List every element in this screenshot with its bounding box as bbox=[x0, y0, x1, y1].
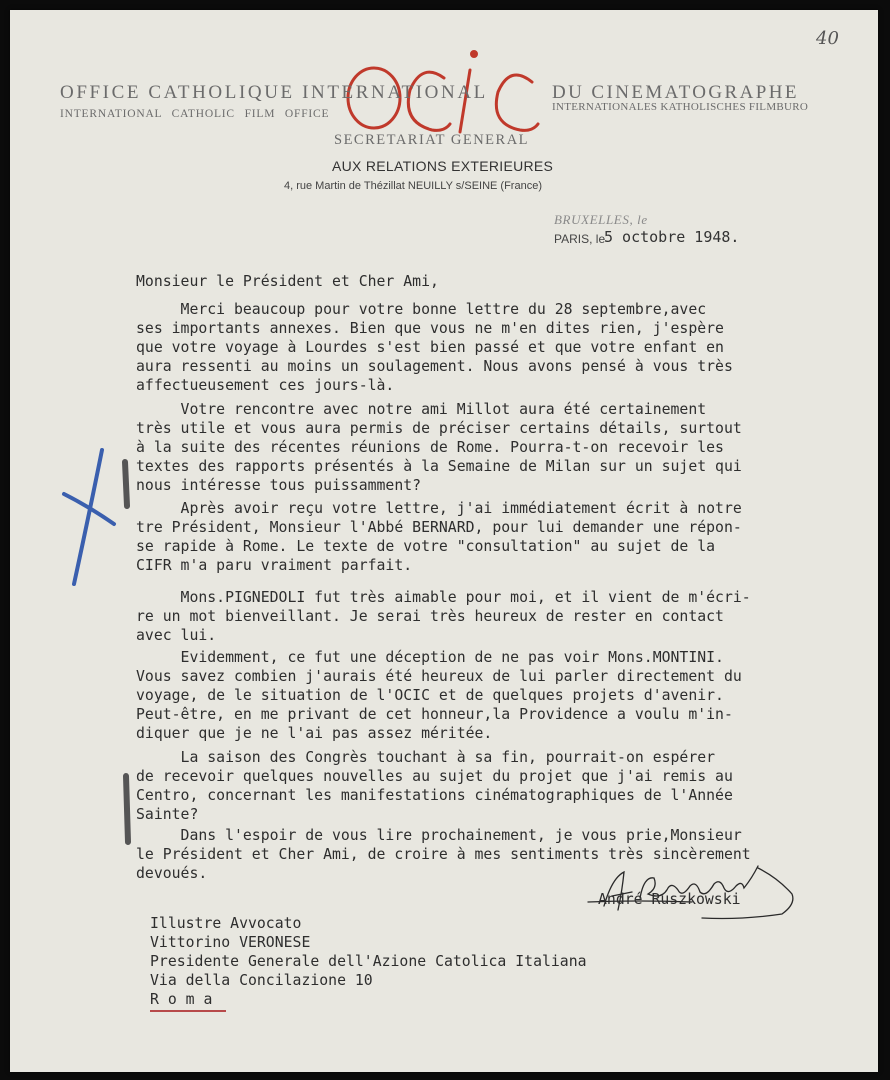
text-line: Sainte? bbox=[136, 806, 199, 823]
recipient-line: Vittorino VERONESE bbox=[150, 934, 311, 951]
text-line: textes des rapports présentés à la Semaine de Milan sur un sujet qui bbox=[136, 458, 742, 475]
margin-marks bbox=[10, 10, 878, 1072]
blue-cross-mark bbox=[74, 450, 102, 584]
text-line: diquer que je ne l'ai pas assez méritée. bbox=[136, 725, 493, 742]
text-line: de recevoir quelques nouvelles au sujet du projet que j'ai remis au bbox=[136, 768, 733, 785]
text-line: tre Président, Monsieur l'Abbé BERNARD, pour lui demander une répon- bbox=[136, 519, 742, 536]
dateline-alt-city: BRUXELLES, le bbox=[554, 212, 648, 227]
letterhead-title-left: OFFICE CATHOLIQUE INTERNATIONAL bbox=[60, 82, 488, 103]
letterhead-address: 4, rue Martin de Thézillat NEUILLY s/SEINE (France) bbox=[284, 180, 542, 192]
letterhead-department: AUX RELATIONS EXTERIEURES bbox=[332, 158, 554, 174]
letterhead-english: INTERNATIONAL CATHOLIC FILM OFFICE bbox=[60, 108, 330, 120]
pencil-bar-mark bbox=[125, 462, 127, 506]
text-line: Centro, concernant les manifestations cinématographiques de l'Année bbox=[136, 787, 733, 804]
text-line: Peut-être, en me privant de cet honneur,la Providence a voulu m'in- bbox=[136, 706, 733, 723]
page-number: 40 bbox=[816, 28, 839, 49]
text-line: affectueusement ces jours-là. bbox=[136, 377, 395, 394]
signature-name: André Ruszkowski bbox=[598, 891, 741, 908]
text-line: Après avoir reçu votre lettre, j'ai immédiatement écrit à notre bbox=[136, 500, 742, 517]
recipient-line: Presidente Generale dell'Azione Catolica Italiana bbox=[150, 953, 587, 970]
recipient-line: R o m a bbox=[150, 991, 213, 1008]
text-line: Merci beaucoup pour votre bonne lettre du 28 septembre,avec bbox=[136, 301, 707, 318]
text-line: avec lui. bbox=[136, 627, 217, 644]
dateline-date: 5 octobre 1948. bbox=[604, 228, 740, 246]
letterhead-german: INTERNATIONALES KATHOLISCHES FILMBURO bbox=[552, 101, 809, 113]
letterhead-title-right: DU CINEMATOGRAPHE bbox=[552, 82, 799, 103]
text-line: voyage, de le situation de l'OCIC et de quelques projets d'avenir. bbox=[136, 687, 724, 704]
text-line: aura ressenti au moins un soulagement. Nous avons pensé à vous très bbox=[136, 358, 733, 375]
recipient-line: Illustre Avvocato bbox=[150, 915, 302, 932]
text-line: le Président et Cher Ami, de croire à mes sentiments très sincèrement bbox=[136, 846, 751, 863]
letter-page bbox=[10, 10, 878, 1072]
text-line: Votre rencontre avec notre ami Millot aura été certainement bbox=[136, 401, 707, 418]
text-line: que votre voyage à Lourdes s'est bien passé et que votre enfant en bbox=[136, 339, 724, 356]
text-line: re un mot bienveillant. Je serai très heureux de rester en contact bbox=[136, 608, 724, 625]
dateline-city: PARIS, le bbox=[554, 232, 606, 246]
salutation: Monsieur le Président et Cher Ami, bbox=[136, 273, 439, 290]
letterhead-secretariat: SECRETARIAT GENERAL bbox=[334, 132, 530, 148]
text-line: nous intéresse tous puissamment? bbox=[136, 477, 422, 494]
text-line: Mons.PIGNEDOLI fut très aimable pour moi, et il vient de m'écri- bbox=[136, 589, 751, 606]
text-line: Vous savez combien j'aurais été heureux de lui parler directement du bbox=[136, 668, 742, 685]
text-line: La saison des Congrès touchant à sa fin, pourrait-on espérer bbox=[136, 749, 716, 766]
recipient-line: Via della Concilazione 10 bbox=[150, 972, 373, 989]
text-line: à la suite des récentes réunions de Rome. Pourra-t-on recevoir les bbox=[136, 439, 724, 456]
text-line: ses importants annexes. Bien que vous ne m'en dites rien, j'espère bbox=[136, 320, 724, 337]
text-line: très utile et vous aura permis de préciser certains détails, surtout bbox=[136, 420, 742, 437]
text-line: Dans l'espoir de vous lire prochainement, je vous prie,Monsieur bbox=[136, 827, 742, 844]
text-line: devoués. bbox=[136, 865, 208, 882]
text-line: CIFR m'a paru vraiment parfait. bbox=[136, 557, 413, 574]
pencil-bar-mark bbox=[126, 776, 128, 842]
text-line: Evidemment, ce fut une déception de ne pas voir Mons.MONTINI. bbox=[136, 649, 724, 666]
text-line: se rapide à Rome. Le texte de votre "consultation" au sujet de la bbox=[136, 538, 716, 555]
